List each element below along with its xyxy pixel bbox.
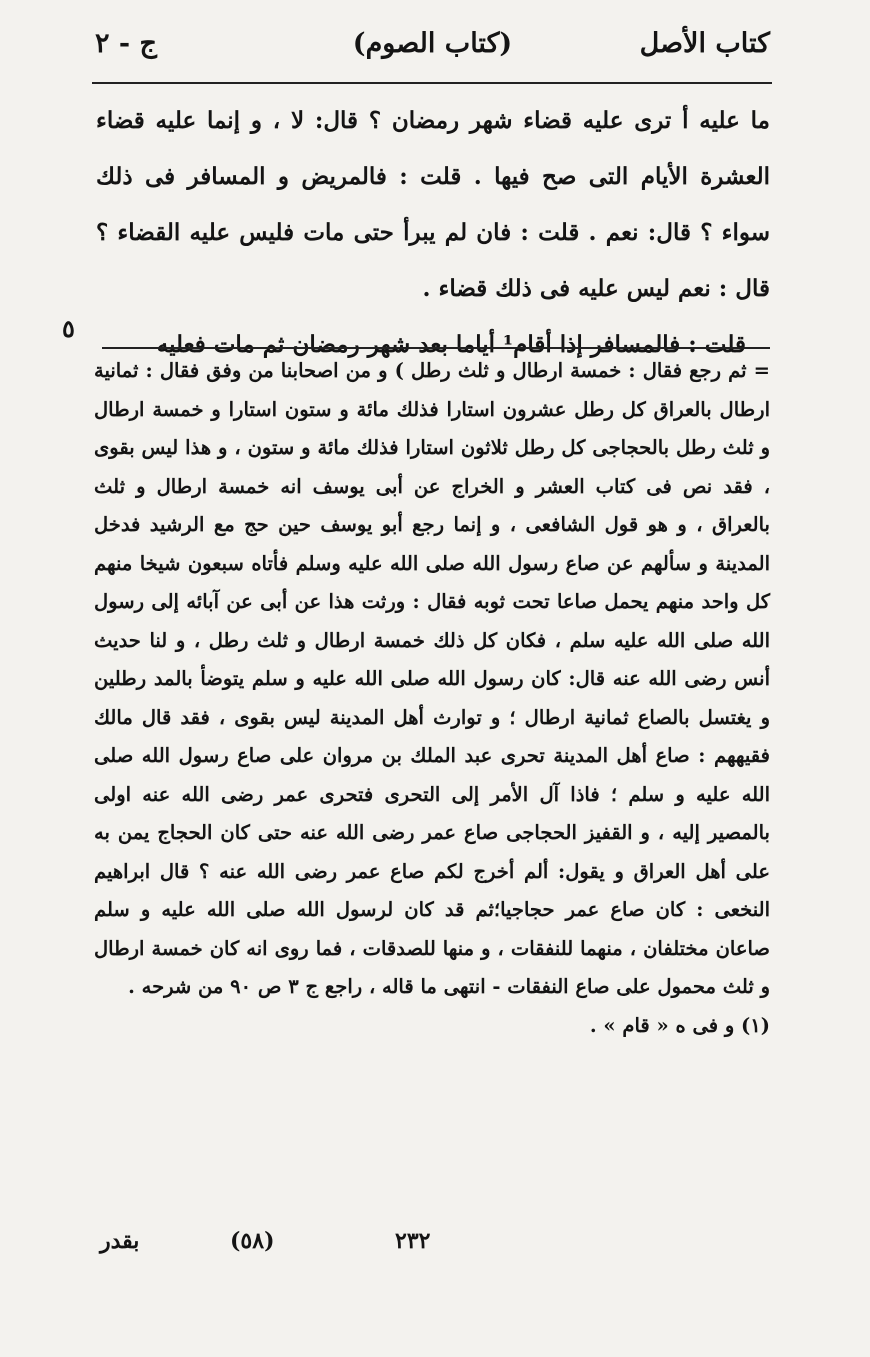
footnote-rule bbox=[102, 347, 770, 349]
signature-mark: (٥٨) bbox=[230, 1228, 275, 1254]
footnote-continued: = ثم رجع فقال : خمسة ارطال و ثلث رطل ) و من اصحابنا من وفق فقال : ثمانية ارطال بالعراق كل رطل عشرون استارا فذلك مائة و ستون استارا و خمسة ارطال و ثلث رطل بالحجاجى كل رطل ثلاثون استارا فذلك مائة و ستون ، و هذا ليس بقوى ، فقد نص فى كتاب العشر و الخراج عن أبى يوسف انه خمسة ارطال و ثلث بالعراق ، و هو قول الشافعى ، و إنما رجع أبو يوسف حين حج مع الرشيد فدخل المدينة و سألهم عن صاع رسول الله صلى الله عليه وسلم فأتاه سبعون شيخا منهم كل واحد منهم يحمل صاعا تحت ثوبه فقال : ورثت هذا عن أبى عن آبائه إلى رسول الله صلى الله عليه سلم ، فكان كل ذلك خمسة ارطال و ثلث رطل ، و لنا حديث أنس رضى الله عنه قال: كان رسول الله صلى الله عليه و سلم يتوضأ بالمد رطلين و يغتسل بالصاع ثمانية ارطال ؛ و توارث أهل المدينة ليس بقوى ، فقد قال مالك فقيههم : صاع أهل المدينة تحرى عبد الملك بن مروان على صاع رسول الله صلى الله عليه و سلم ؛ فاذا آل الأمر إلى التحرى فتحرى عمر رضى الله عنه اولى بالمصير إليه ، و القفيز الحجاجى صاع عمر رضى الله عنه حتى كان الحجاج يمن به على أهل العراق و يقول: ألم أخرج لكم صاع عمر رضى الله عنه ؟ قال ابراهيم النخعى : كان صاع عمر حجاجيا؛ثم قد كان لرسول الله صلى الله عليه و سلم صاعان مختلفان ، منهما للنفقات ، و منها للصدقات ، فما روى انه كان خمسة ارطال و ثلث محمول على صاع النفقات - انتهى ما قاله ، راجع ج ٣ ص ٩٠ من شرحه . bbox=[94, 359, 770, 998]
page-number: ٢٣٢ bbox=[395, 1228, 431, 1254]
header-rule bbox=[92, 82, 772, 84]
footnote-1: (١) و فى ه « قام » . bbox=[589, 1013, 770, 1037]
line-number: ٥ bbox=[62, 314, 75, 343]
book-title: كتاب الأصل bbox=[639, 28, 770, 59]
footnotes bbox=[94, 352, 770, 1045]
main-paragraph-2: قلت : فالمسافر إذا أقام¹ أياما بعد شهر رمضان ثم مات فعليه bbox=[156, 331, 746, 358]
volume-number: ج - ٢ bbox=[95, 28, 157, 59]
section-title: (كتاب الصوم) bbox=[352, 28, 513, 59]
running-header bbox=[95, 28, 770, 78]
main-text bbox=[96, 93, 770, 373]
main-paragraph-1: ما عليه أ ترى عليه قضاء شهر رمضان ؟ قال: لا ، و إنما عليه قضاء العشرة الأيام التى صح فيها . قلت : فالمريض و المسافر فى ذلك سواء ؟ قال: نعم . قلت : فان لم يبرأ حتى مات فليس عليه القضاء ؟ قال : نعم ليس عليه فى ذلك قضاء . bbox=[96, 107, 770, 302]
page-footer bbox=[100, 1228, 770, 1268]
catchword: بقدر bbox=[100, 1228, 140, 1254]
